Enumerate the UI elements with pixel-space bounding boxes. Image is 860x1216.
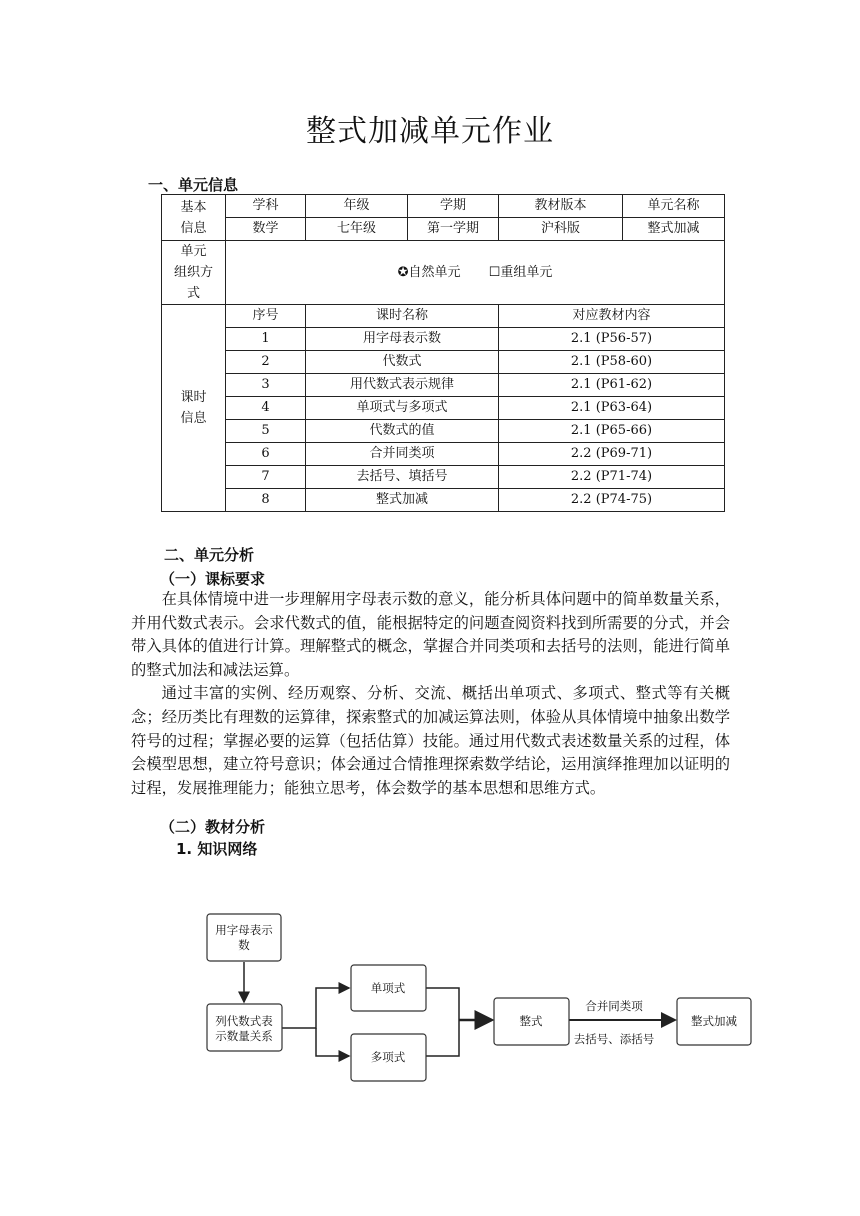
lesson-name: 代数式	[306, 351, 499, 374]
table-row	[162, 374, 725, 397]
lesson-info-label-line2: 信息	[180, 411, 207, 426]
org-label-line3: 式	[186, 286, 200, 301]
value-cell: 整式加减	[623, 218, 725, 241]
header-cell: 学期	[408, 195, 499, 218]
basic-info-label-line2: 信息	[180, 220, 207, 236]
lesson-content: 2.1 (P61-62)	[499, 374, 725, 397]
value-cell: 第一学期	[408, 218, 499, 241]
lesson-header-name: 课时名称	[306, 305, 499, 328]
lesson-content: 2.2 (P74-75)	[499, 489, 725, 512]
lesson-name: 用字母表示数	[306, 328, 499, 351]
lesson-no: 3	[226, 374, 306, 397]
lesson-name: 用代数式表示规律	[306, 374, 499, 397]
subheading-knowledge-network: 1. 知识网络	[176, 840, 258, 858]
lesson-name: 合并同类项	[306, 443, 499, 466]
node-mono-label: 单项式	[370, 981, 406, 995]
table-row	[162, 351, 725, 374]
paragraph-2: 通过丰富的实例、经历观察、分析、交流、概括出单项式、多项式、整式等有关概念；经历类比有理数的运算律，探索整式的加减运算法则，体验从具体情境中抽象出数学符号的过程；掌握必要的运算（包括估算）技能。通过用代数式表述数量关系的过程，体会模型思想，建立符号意识；体会通过合情推理探索数学结论，运用演绎推理加以证明的过程，发展推理能力；能独立思考，体会数学的基本思想和思维方式。	[131, 684, 730, 797]
table-row	[162, 489, 725, 512]
org-options	[226, 241, 725, 305]
header-cell: 学科	[226, 195, 306, 218]
node-poly-expr-label: 整式	[519, 1014, 543, 1028]
edge-expr-to-mono	[282, 988, 349, 1028]
lesson-no: 7	[226, 466, 306, 489]
paragraph-1: 在具体情境中进一步理解用字母表示数的意义，能分析具体问题中的简单数量关系，并用代数式表示。会求代数式的值，能根据特定的问题查阅资料找到所需要的分式，并会带入具体的值进行计算。理解整式的概念，掌握合并同类项和去括号的法则，能进行简单的整式加法和减法运算。	[131, 590, 730, 679]
lesson-content: 2.2 (P71-74)	[499, 466, 725, 489]
lesson-content: 2.1 (P65-66)	[499, 420, 725, 443]
value-cell: 七年级	[306, 218, 408, 241]
edge-expr-to-poly	[316, 1028, 349, 1056]
node-expr-line1: 列代数式表	[215, 1014, 273, 1028]
header-cell: 单元名称	[623, 195, 725, 218]
edge-label-brackets: 去括号、添括号	[573, 1032, 655, 1046]
section-heading-unit-analysis: 二、单元分析	[164, 546, 255, 564]
lesson-name: 去括号、填括号	[306, 466, 499, 489]
lesson-content: 2.1 (P63-64)	[499, 397, 725, 420]
org-label-line2: 组织方	[173, 265, 213, 280]
lesson-info-label-line1: 课时	[180, 390, 207, 405]
header-cell: 年级	[306, 195, 408, 218]
lesson-name: 整式加减	[306, 489, 499, 512]
lesson-no: 2	[226, 351, 306, 374]
lesson-no: 5	[226, 420, 306, 443]
unit-info-table	[161, 194, 725, 512]
subheading-textbook: （二）教材分析	[160, 818, 266, 836]
lesson-no: 4	[226, 397, 306, 420]
lesson-header-content: 对应教材内容	[499, 305, 725, 328]
node-letters-line2: 数	[238, 938, 250, 952]
edge-label-combine: 合并同类项	[585, 999, 643, 1013]
node-poly-label: 多项式	[370, 1050, 406, 1064]
natural-unit-option: ✪自然单元	[397, 264, 461, 280]
lesson-no: 8	[226, 489, 306, 512]
lesson-content: 2.1 (P58-60)	[499, 351, 725, 374]
table-row	[162, 466, 725, 489]
org-label-line1: 单元	[180, 244, 207, 259]
lesson-content: 2.2 (P69-71)	[499, 443, 725, 466]
table-row	[162, 328, 725, 351]
header-cell: 教材版本	[499, 195, 623, 218]
org-label	[162, 241, 226, 305]
subheading-curriculum: （一）课标要求	[160, 570, 266, 588]
node-addsub-label: 整式加减	[691, 1014, 737, 1028]
page-title: 整式加减单元作业	[306, 114, 554, 149]
lesson-info-label	[162, 305, 226, 512]
section-heading-unit-info: 一、单元信息	[148, 176, 239, 194]
lesson-content: 2.1 (P56-57)	[499, 328, 725, 351]
value-cell: 数学	[226, 218, 306, 241]
knowledge-network-diagram	[0, 900, 860, 1090]
body-text	[131, 588, 730, 800]
edge-mono-to-join	[426, 988, 459, 1020]
lesson-name: 单项式与多项式	[306, 397, 499, 420]
basic-info-label-line1: 基本	[180, 199, 207, 215]
lesson-no: 6	[226, 443, 306, 466]
table-row	[162, 397, 725, 420]
lesson-name: 代数式的值	[306, 420, 499, 443]
node-letters-line1: 用字母表示	[215, 923, 273, 937]
basic-info-label	[162, 195, 226, 241]
node-expr-line2: 示数量关系	[215, 1029, 273, 1043]
table-row	[162, 443, 725, 466]
regrouped-unit-option: ☐重组单元	[488, 264, 553, 280]
lesson-header-no: 序号	[226, 305, 306, 328]
value-cell: 沪科版	[499, 218, 623, 241]
edge-poly-to-join	[426, 1020, 459, 1056]
table-row	[162, 420, 725, 443]
lesson-no: 1	[226, 328, 306, 351]
